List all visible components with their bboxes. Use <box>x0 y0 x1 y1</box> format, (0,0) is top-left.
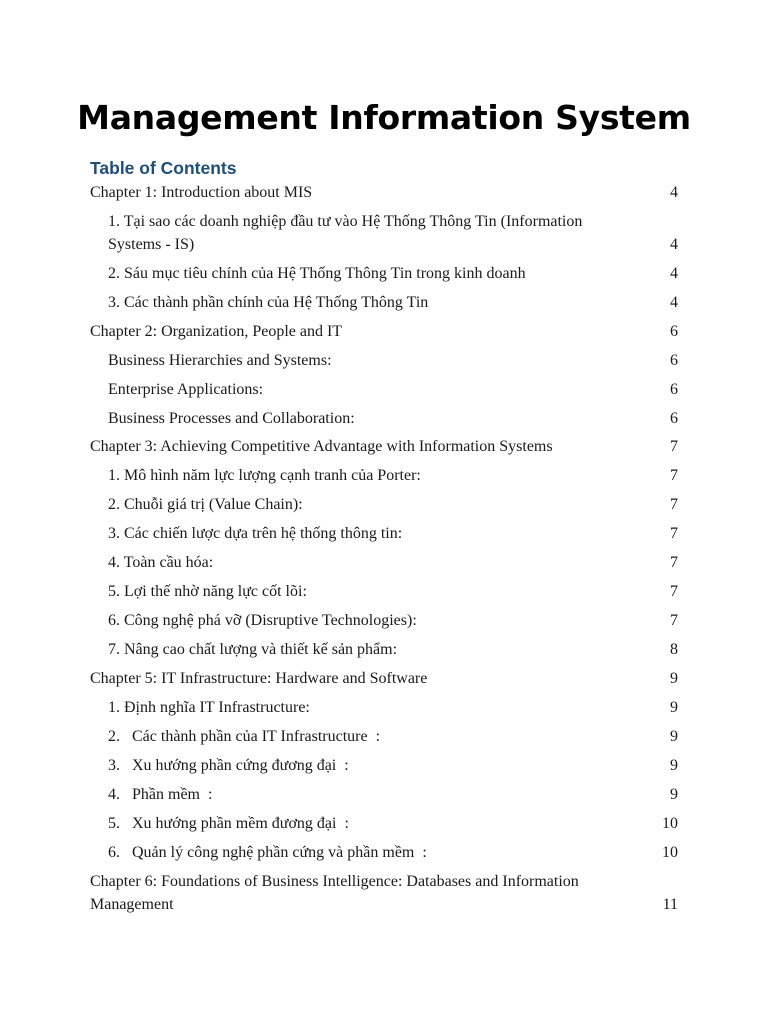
toc-entry-title: 3. Các thành phần chính của Hệ Thống Thông Tin <box>108 294 429 311</box>
toc-entry-title: 3. Các chiến lược dựa trên hệ thống thông tin: <box>108 525 403 542</box>
toc-entry-title: Chapter 2: Organization, People and IT <box>90 323 343 340</box>
toc-entry-page-number: 4 <box>670 265 678 282</box>
toc-entry-title: 3. Xu hướng phần cứng đương đại : <box>108 757 349 774</box>
toc-entry-page-number: 9 <box>670 786 678 803</box>
toc-entry-page-number: 6 <box>670 381 678 398</box>
toc-entry-title: Enterprise Applications: <box>108 381 264 398</box>
toc-entry-title: 2. Chuỗi giá trị (Value Chain): <box>108 496 303 513</box>
toc-entry-page-number: 9 <box>670 728 678 745</box>
toc-entry-title: 5. Lợi thế nhờ năng lực cốt lõi: <box>108 583 307 600</box>
toc-entry-page-number: 8 <box>670 641 678 658</box>
toc-entry-title: 2. Sáu mục tiêu chính của Hệ Thống Thông Tin trong kinh doanh <box>108 265 526 282</box>
toc-entry-page-number: 4 <box>670 184 678 201</box>
toc-entry-page-number: 9 <box>670 757 678 774</box>
toc-entry-title: Chapter 1: Introduction about MIS <box>90 184 313 201</box>
toc-entry-title: Business Hierarchies and Systems: <box>108 352 332 369</box>
toc-entry-page-number: 10 <box>662 815 678 832</box>
toc-entry-title: Chapter 5: IT Infrastructure: Hardware and Software <box>90 670 428 687</box>
toc-entry-title: Chapter 3: Achieving Competitive Advantage with Information Systems <box>90 438 553 455</box>
toc-entry-title: 1. Tại sao các doanh nghiệp đầu tư vào Hệ Thống Thông Tin (Information Systems - IS) <box>108 213 583 253</box>
page-title: Management Information System <box>77 98 691 137</box>
toc-entry-page-number: 7 <box>670 467 678 484</box>
toc-entry-title: 6. Quản lý công nghệ phần cứng và phần mềm : <box>108 844 427 861</box>
toc-entry-page-number: 6 <box>670 352 678 369</box>
toc-entry-title: 4. Phần mềm : <box>108 786 213 803</box>
toc-entry-title: 5. Xu hướng phần mềm đương đại : <box>108 815 349 832</box>
toc-entry-title: 6. Công nghệ phá vỡ (Disruptive Technologies): <box>108 612 417 629</box>
toc-entry-title: 7. Nâng cao chất lượng và thiết kế sản phẩm: <box>108 641 398 658</box>
toc-entry-title: Chapter 6: Foundations of Business Intelligence: Databases and Information Management <box>90 873 579 913</box>
toc-entry-page-number: 10 <box>662 844 678 861</box>
toc-heading: Table of Contents <box>90 158 237 178</box>
toc-entry-page-number: 7 <box>670 438 678 455</box>
toc-entry-title: 4. Toàn cầu hóa: <box>108 554 214 571</box>
toc-entry-page-number: 6 <box>670 323 678 340</box>
toc-entry-page-number: 7 <box>670 583 678 600</box>
toc-entry-title: 1. Định nghĩa IT Infrastructure: <box>108 699 310 716</box>
toc-entry-title: 1. Mô hình năm lực lượng cạnh tranh của Porter: <box>108 467 421 484</box>
toc-entry-title: 2. Các thành phần của IT Infrastructure : <box>108 728 381 745</box>
toc-entry-page-number: 11 <box>662 896 678 913</box>
toc-entry-page-number: 6 <box>670 410 678 427</box>
toc-entry-page-number: 4 <box>670 294 678 311</box>
toc-entry-title: Business Processes and Collaboration: <box>108 410 355 427</box>
toc-entry-page-number: 9 <box>670 699 678 716</box>
toc-entry-page-number: 7 <box>670 496 678 513</box>
toc-entry-page-number: 4 <box>670 236 678 253</box>
toc-entry-page-number: 7 <box>670 525 678 542</box>
toc-entry-page-number: 7 <box>670 554 678 571</box>
toc-entry-page-number: 9 <box>670 670 678 687</box>
toc-entry-page-number: 7 <box>670 612 678 629</box>
